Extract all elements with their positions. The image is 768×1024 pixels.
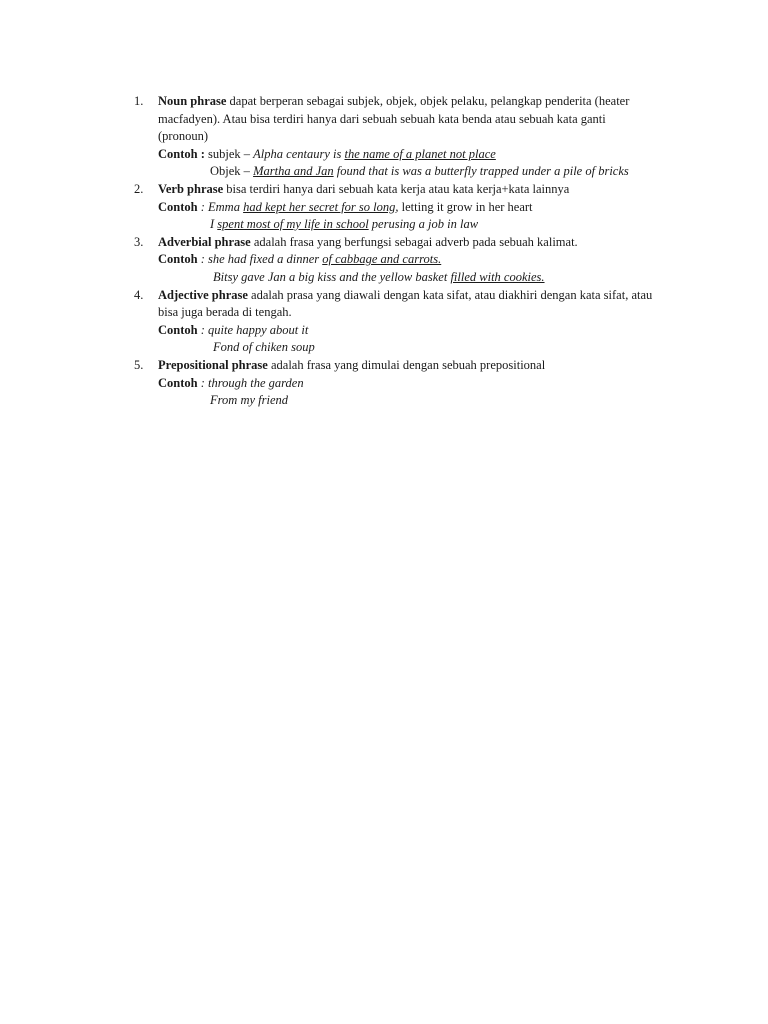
example-line <box>158 322 654 340</box>
example-prefix: Objek – <box>210 164 254 179</box>
contoh-label: Contoh <box>158 375 198 390</box>
definition-text: adalah frasa yang dimulai dengan sebuah prepositional <box>267 357 546 372</box>
example-underline: filled with cookies. <box>450 269 545 284</box>
item-number: 4. <box>134 287 144 302</box>
example-italic: through the garden <box>208 375 304 390</box>
example-line <box>158 199 654 217</box>
example-line <box>158 216 654 234</box>
example-italic: quite happy about it <box>208 322 309 337</box>
list-item <box>134 93 654 181</box>
example-underline: Martha and Jan <box>253 164 334 179</box>
example-underline: the name of a planet not place <box>344 146 496 161</box>
example-italic: perusing a job in law <box>368 217 479 232</box>
example-italic: Bitsy gave Jan a big kiss and the yellow basket <box>213 269 451 284</box>
definition-text: adalah prasa yang diawali dengan kata sifat, atau diakhiri dengan kata sifat, atau bisa juga berada di tengah. <box>158 287 653 320</box>
separator: : <box>197 252 209 267</box>
example-italic: she had fixed a dinner <box>208 252 323 267</box>
definition-text: dapat berperan sebagai subjek, objek, objek pelaku, pelangkap penderita (heater macfadyen). Atau bisa terdiri hanya dari sebuah sebuah kata benda atau sebuah kata ganti (pronoun) <box>158 94 630 144</box>
contoh-label: Contoh <box>158 322 198 337</box>
example-italic: found that is was a butterfly trapped under a pile of bricks <box>333 164 629 179</box>
example-line <box>158 375 654 393</box>
example-underline: of cabbage and carrots. <box>322 252 442 267</box>
item-definition <box>158 181 654 199</box>
example-prefix: subjek – <box>204 146 254 161</box>
example-line <box>158 163 654 181</box>
item-definition <box>158 357 654 375</box>
definition-text: bisa terdiri hanya dari sebuah kata kerja atau kata kerja+kata lainnya <box>223 181 570 196</box>
contoh-label: Contoh <box>158 199 198 214</box>
example-italic: I <box>210 217 218 232</box>
separator: : <box>197 375 209 390</box>
example-underline: had kept her secret for so long <box>243 199 396 214</box>
item-number: 2. <box>134 181 144 196</box>
list-item <box>134 234 654 287</box>
definition-text: adalah frasa yang berfungsi sebagai adverb pada sebuah kalimat. <box>250 234 578 249</box>
term: Adjective phrase <box>158 287 248 302</box>
example-italic: Fond of chiken soup <box>213 340 315 355</box>
separator: : <box>197 322 209 337</box>
item-definition <box>158 93 654 146</box>
list-item <box>134 357 654 410</box>
term: Adverbial phrase <box>158 234 251 249</box>
example-line <box>158 269 654 287</box>
item-number: 5. <box>134 357 144 372</box>
contoh-label: Contoh : <box>158 146 205 161</box>
numbered-list <box>134 93 654 410</box>
separator: : <box>197 199 209 214</box>
example-underline: spent most of my life in school <box>217 217 369 232</box>
example-italic: Alpha centaury is <box>253 146 345 161</box>
term: Verb phrase <box>158 181 224 196</box>
example-line <box>158 146 654 164</box>
item-number: 1. <box>134 94 144 108</box>
example-italic: Emma <box>208 199 244 214</box>
list-item <box>134 181 654 234</box>
example-rest: , letting it grow in her heart <box>395 199 533 214</box>
term: Noun phrase <box>158 94 227 108</box>
list-item <box>134 287 654 357</box>
contoh-label: Contoh <box>158 252 198 267</box>
item-definition <box>158 234 654 252</box>
term: Prepositional phrase <box>158 357 268 372</box>
item-definition <box>158 287 654 322</box>
example-line <box>158 339 654 357</box>
example-line <box>158 251 654 269</box>
example-italic: From my friend <box>210 393 288 408</box>
item-number: 3. <box>134 234 144 249</box>
example-line <box>158 392 654 410</box>
